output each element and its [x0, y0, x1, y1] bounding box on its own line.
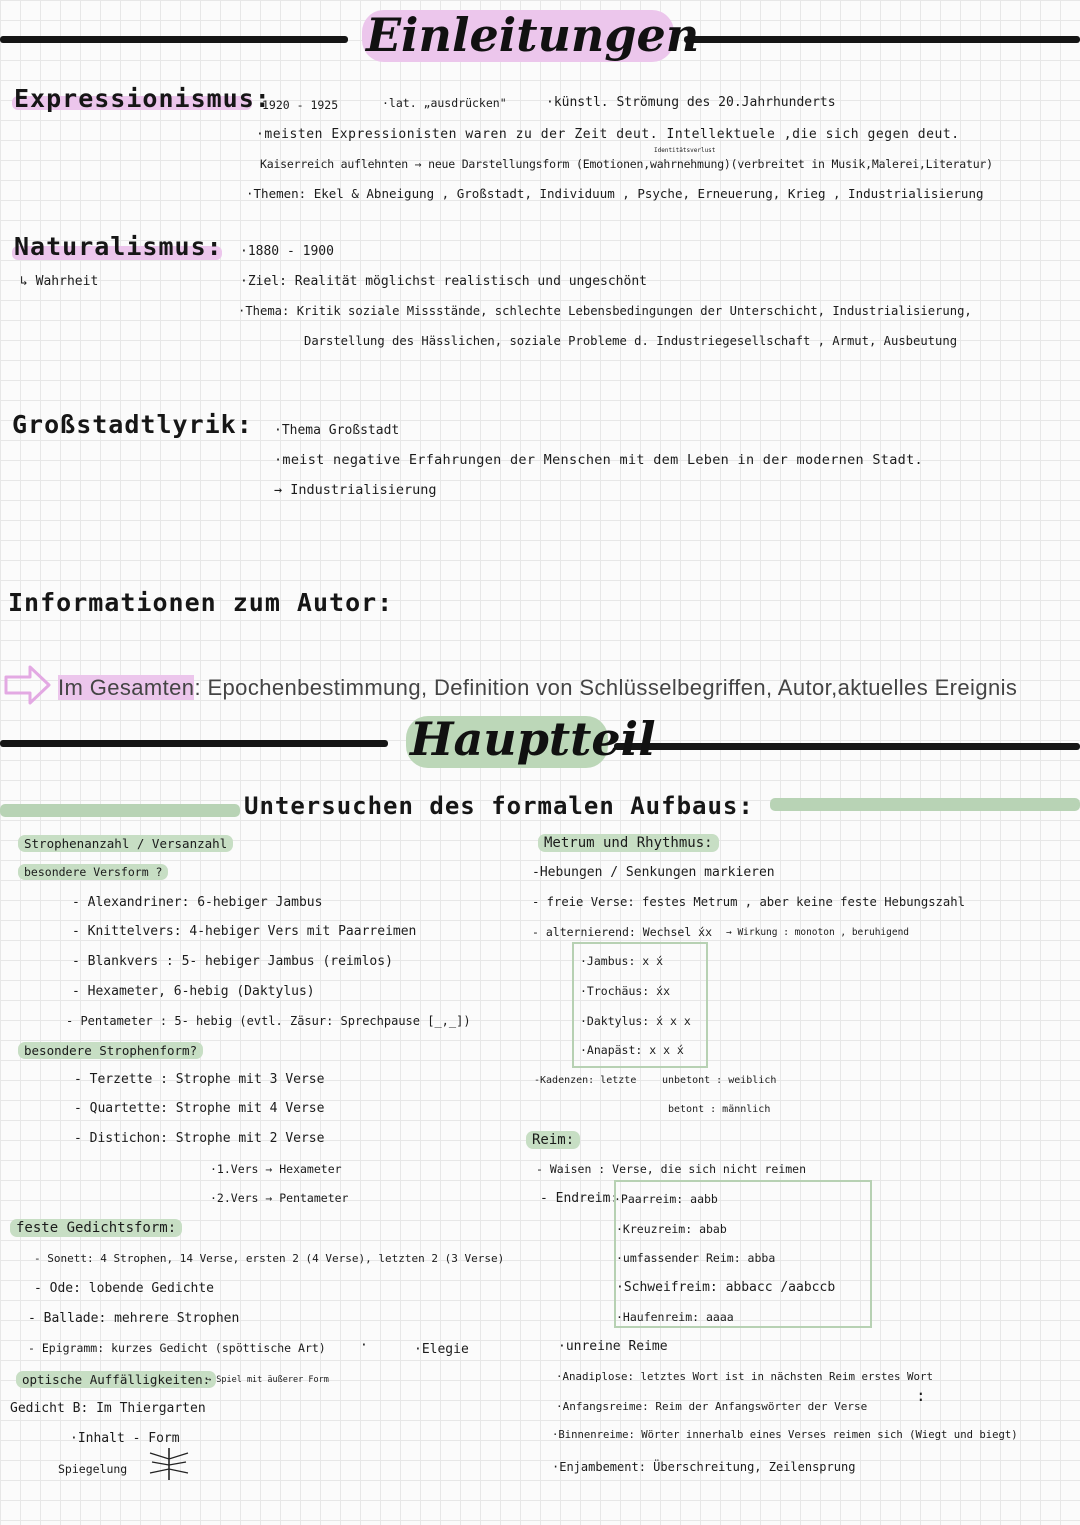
inhalt-form: ·Inhalt - Form [70, 1431, 180, 1446]
page-title: Einleitungen [366, 8, 700, 62]
freie-verse-line: - freie Verse: festes Metrum , aber keine feste Hebungszahl [532, 895, 965, 909]
subtitle-bar-left [0, 804, 240, 817]
versform-item: - Knittelvers: 4-hebiger Vers mit Paarreimen [72, 924, 417, 939]
endreim-label: - Endreim: [540, 1191, 619, 1206]
naturalismus-heading: Naturalismus: [14, 232, 223, 261]
expressionismus-line3-note: Identitätsverlust [654, 147, 716, 154]
gedichtform-item: - Ballade: mehrere Strophen [28, 1311, 240, 1326]
enjambement-line: ·Enjambement: Überschreitung, Zeilensprung [552, 1460, 856, 1474]
gedichtform-tag: feste Gedichtsform: [10, 1219, 182, 1237]
grossstadtlyrik-l3: → Industrialisierung [274, 482, 437, 498]
reimform-item: ·Schweifreim: abbacc /aabccb [616, 1280, 836, 1295]
versform-item: - Pentameter : 5- hebig (evtl. Zäsur: Sprechpause [_,_]) [66, 1014, 471, 1028]
versfuss-item: ·Daktylus: x́ x x [580, 1014, 691, 1028]
reimform-item: ·Kreuzreim: abab [616, 1222, 727, 1236]
naturalismus-ziel: ·Ziel: Realität möglichst realistisch und ungeschönt [240, 274, 647, 289]
waisen-line: - Waisen : Verse, die sich nicht reimen [536, 1162, 807, 1176]
distichon-sub: ·2.Vers → Pentameter [210, 1191, 349, 1205]
kadenz-maennlich: betont : männlich [668, 1104, 771, 1115]
summary-line [58, 675, 1017, 701]
strophenform-item: - Distichon: Strophe mit 2 Verse [74, 1131, 325, 1146]
distichon-sub: ·1.Vers → Hexameter [210, 1162, 342, 1176]
alternierend-line: - alternierend: Wechsel x́x [532, 925, 713, 939]
summary-lead: Im Gesamten [58, 675, 195, 700]
mirror-symbol-icon [144, 1447, 194, 1481]
binnenreime-line: ·Binnenreime: Wörter innerhalb eines Verses reimen sich (Wiegt und biegt) [552, 1429, 1018, 1441]
gedichtform-item: - Sonett: 4 Strophen, 14 Verse, ersten 2 (4 Verse), letzten 2 (3 Verse) [34, 1252, 505, 1265]
strophenform-tag: besondere Strophenform? [18, 1042, 203, 1059]
strophenform-item: - Terzette : Strophe mit 3 Verse [74, 1072, 325, 1087]
versfuss-item: ·Trochäus: x́x [580, 984, 671, 998]
expressionismus-heading: Expressionismus: [14, 84, 271, 113]
grossstadtlyrik-l2: ·meist negative Erfahrungen der Menschen mit dem Leben in der modernen Stadt. [274, 452, 923, 468]
spiegelung-label: Spiegelung [58, 1462, 128, 1476]
kadenz-weiblich: unbetont : weiblich [662, 1075, 777, 1086]
autor-heading: Informationen zum Autor: [8, 588, 394, 617]
expressionismus-line3: Kaiserreich auflehnten → neue Darstellungsform (Emotionen,wahrnehmung)(verbreitet in Musik,Malerei,Literatur) [260, 157, 993, 171]
elegie-item: ·Elegie [414, 1342, 469, 1357]
expressionismus-dates: 1920 - 1925 [262, 98, 339, 112]
gedicht-b: Gedicht B: Im Thiergarten [10, 1401, 206, 1416]
grossstadtlyrik-heading: Großstadtlyrik: [12, 410, 253, 439]
versfuss-item: ·Jambus: x x́ [580, 954, 664, 968]
expressionismus-themen: ·Themen: Ekel & Abneigung , Großstadt, Individuum , Psyche, Erneuerung, Krieg , Industrialisierung [246, 186, 984, 201]
gedichtform-item: - Epigramm: kurzes Gedicht (spöttische Art) [28, 1341, 326, 1355]
expressionismus-line2: ·meisten Expressionisten waren zu der Zeit deut. Intellektuele ,die sich gegen deut. [256, 127, 960, 142]
alternierend-note: → Wirkung : monoton , beruhigend [726, 927, 910, 938]
anadiplose-line: ·Anadiplose: letztes Wort ist in nächsten Reim erstes Wort [556, 1370, 934, 1383]
unreine-reime: ·unreine Reime [558, 1339, 668, 1354]
expressionismus-lat: ·lat. „ausdrücken" [382, 96, 507, 110]
hauptteil-subtitle: Untersuchen des formalen Aufbaus: [244, 792, 754, 820]
expressionismus-stroemung: ·künstl. Strömung des 20.Jahrhunderts [546, 95, 836, 110]
arrow-right-icon [4, 664, 52, 706]
optisch-note: → Spiel mit äußerer Form [206, 1375, 329, 1385]
versform-item: - Hexameter, 6-hebig (Daktylus) [72, 984, 315, 999]
summary-text: : Epochenbestimmung, Definition von Schlüsselbegriffen, Autor,aktuelles Ereignis [194, 675, 1018, 700]
subtitle-bar-right [770, 798, 1080, 811]
grossstadtlyrik-l1: ·Thema Großstadt [274, 423, 400, 438]
versform-item: - Blankvers : 5- hebiger Jambus (reimlos) [72, 954, 393, 969]
hauptteil-rule-left [0, 740, 388, 747]
naturalismus-dates: ·1880 - 1900 [240, 244, 334, 259]
elegie-dot: · [360, 1338, 368, 1353]
strophenanzahl-tag: Strophenanzahl / Versanzahl [18, 835, 233, 852]
naturalismus-thema2: Darstellung des Hässlichen, soziale Probleme d. Industriegesellschaft , Armut, Ausbeutung [304, 334, 958, 348]
hauptteil-rule-right [614, 743, 1080, 750]
reimform-item: ·Paarreim: aabb [614, 1192, 718, 1206]
reim-tag: Reim: [526, 1131, 580, 1149]
versfuss-item: ·Anapäst: x x x́ [580, 1043, 684, 1057]
versform-tag: besondere Versform ? [18, 864, 168, 880]
anfangsreime-line: ·Anfangsreime: Reim der Anfangswörter der Verse [556, 1400, 868, 1413]
strophenform-item: - Quartette: Strophe mit 4 Verse [74, 1101, 325, 1116]
reimform-item: ·Haufenreim: aaaa [616, 1310, 734, 1324]
title-rule-left [0, 36, 348, 43]
naturalismus-sub: ↳ Wahrheit [20, 274, 99, 289]
versform-item: - Alexandriner: 6-hebiger Jambus [72, 895, 323, 910]
colon-mark: : [916, 1386, 926, 1405]
gedichtform-item: - Ode: lobende Gedichte [34, 1281, 215, 1296]
title-rule-right [684, 36, 1080, 43]
optisch-tag: optische Auffälligkeiten: [16, 1371, 216, 1388]
hauptteil-title: Hauptteil [410, 712, 656, 766]
hebungen-line: -Hebungen / Senkungen markieren [532, 865, 775, 880]
reimform-item: ·umfassender Reim: abba [616, 1251, 776, 1265]
naturalismus-thema: ·Thema: Kritik soziale Missstände, schlechte Lebensbedingungen der Unterschicht, Industrialisierung, [238, 304, 972, 318]
metrum-tag: Metrum und Rhythmus: [538, 834, 719, 852]
kadenzen-line: -Kadenzen: letzte [534, 1075, 637, 1086]
